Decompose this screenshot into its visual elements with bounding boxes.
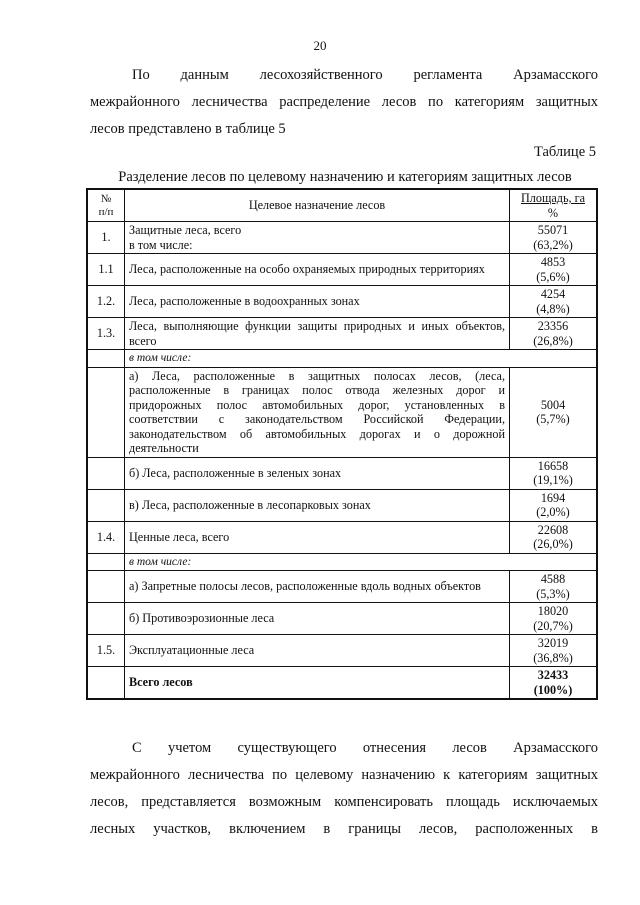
table-subheader-row (87, 553, 597, 571)
row-area-cell (510, 318, 598, 350)
row-area-percent: (5,3%) (536, 586, 570, 601)
row-number-cell: 1.1 (87, 254, 125, 286)
row-area-value: 4254 (540, 287, 566, 301)
table-row (87, 457, 597, 489)
conclusion-line: С учетом существующего отнесения лесов Арзамасского (132, 740, 598, 756)
table-row (87, 318, 597, 350)
table-row (87, 603, 597, 635)
row-description-cell (125, 571, 510, 603)
table-header-row (87, 189, 597, 222)
intro-line: лесов представлено в таблице 5 (90, 121, 286, 137)
row-description-cell (125, 521, 510, 553)
table-row (87, 222, 597, 254)
table-row (87, 286, 597, 318)
row-description-cell (125, 286, 510, 318)
row-description-cell (125, 222, 510, 254)
row-area-percent: (5,6%) (536, 269, 570, 284)
row-description: а) Запретные полосы лесов, расположенные вдоль водных объектов (129, 579, 481, 594)
row-area-value: 4853 (540, 255, 566, 269)
conclusion-line: лесов, представляется возможным компенсировать площадь исключаемых (90, 794, 598, 810)
row-number-cell (87, 571, 125, 603)
row-number-cell (87, 603, 125, 635)
row-description: а) Леса, расположенные в защитных полосах лесов, (леса, расположенные в границах полос отвода железных дорог и придорожных полос автомобильных дорог, установленных в соответствии с законодательством Российской Федерации, законодательством об автомобильных дорогах и о дорожной деятельности (129, 368, 505, 455)
row-description: Защитные леса, всего (129, 223, 242, 237)
table-row (87, 254, 597, 286)
row-area-value: 32019 (537, 636, 569, 650)
row-area-value: 55071 (537, 223, 569, 237)
row-description-cell (125, 457, 510, 489)
row-number-cell (87, 553, 125, 571)
row-area-percent: (63,2%) (533, 237, 573, 252)
intro-line: межрайонного лесничества распределение лесов по категориям защитных (90, 94, 598, 110)
row-area-percent: (26,8%) (533, 333, 573, 348)
header-num (87, 189, 125, 222)
row-area-percent: (4,8%) (536, 301, 570, 316)
row-area-value: 18020 (537, 604, 569, 618)
row-number-cell: 1.2. (87, 286, 125, 318)
table-body (87, 222, 597, 700)
row-area-value: 23356 (537, 319, 569, 333)
row-number-cell (87, 350, 125, 368)
row-description-cell (125, 603, 510, 635)
intro-line: По данным лесохозяйственного регламента Арзамасского (132, 67, 598, 83)
row-number-cell: 1.3. (87, 318, 125, 350)
header-area-label: Площадь, га (520, 191, 586, 205)
row-description: Леса, расположенные в водоохранных зонах (129, 294, 360, 309)
row-area-percent: (5,7%) (536, 412, 570, 426)
header-purpose: Целевое назначение лесов (125, 189, 510, 222)
forest-category-table (86, 188, 598, 700)
row-area-value: 16658 (537, 458, 569, 473)
row-area-value: 32433 (537, 668, 569, 682)
row-number-cell: 1.5. (87, 635, 125, 667)
row-description-note: в том числе: (129, 237, 193, 252)
table-row (87, 571, 597, 603)
row-area-cell (510, 457, 598, 489)
row-number-cell (87, 367, 125, 457)
row-area-cell (510, 367, 598, 457)
row-area-cell (510, 489, 598, 521)
row-area-percent: (36,8%) (533, 650, 573, 665)
row-area-percent: (26,0%) (533, 537, 573, 551)
row-description-cell (125, 367, 510, 457)
row-area-cell (510, 254, 598, 286)
header-area-sub: % (547, 205, 559, 220)
row-area-value: 1694 (540, 490, 566, 505)
row-area-cell (510, 521, 598, 553)
row-description-cell (125, 489, 510, 521)
row-description-cell (125, 667, 510, 700)
table-caption: Разделение лесов по целевому назначению и категориям защитных лесов (118, 169, 572, 185)
table-row (87, 635, 597, 667)
table-subheader-row (87, 350, 597, 368)
header-num-sub: п/п (98, 205, 114, 218)
row-area-value: 22608 (537, 522, 569, 537)
subheader-label: в том числе: (125, 350, 598, 368)
row-area-percent: (19,1%) (533, 473, 573, 487)
row-description-cell (125, 318, 510, 350)
row-number-cell: 1. (87, 222, 125, 254)
table-row (87, 667, 597, 700)
row-number-cell: 1.4. (87, 521, 125, 553)
row-area-cell (510, 667, 598, 700)
row-description-cell (125, 254, 510, 286)
row-description: б) Леса, расположенные в зеленых зонах (129, 465, 342, 480)
table-label: Таблице 5 (533, 144, 596, 160)
table-row (87, 367, 597, 457)
row-area-cell (510, 635, 598, 667)
subheader-label: в том числе: (125, 553, 598, 571)
row-number-cell (87, 489, 125, 521)
header-num-label: № (100, 192, 112, 205)
row-description: в) Леса, расположенные в лесопарковых зонах (129, 497, 371, 512)
conclusion-paragraph (90, 735, 598, 843)
row-area-cell (510, 571, 598, 603)
row-number-cell (87, 457, 125, 489)
row-description: Леса, выполняющие функции защиты природных и иных объектов, всего (129, 319, 505, 348)
header-area (510, 189, 598, 222)
row-area-cell (510, 286, 598, 318)
row-description: б) Противоэрозионные леса (129, 611, 275, 626)
row-description: Всего лесов (129, 675, 193, 690)
page-number: 20 (313, 38, 327, 53)
table-row (87, 521, 597, 553)
row-number-cell (87, 667, 125, 700)
row-description-cell (125, 635, 510, 667)
row-area-value: 5004 (540, 397, 566, 412)
row-description: Эксплуатационные леса (129, 643, 255, 658)
row-description: Леса, расположенные на особо охраняемых природных территориях (129, 262, 485, 277)
row-description: Ценные леса, всего (129, 529, 230, 544)
row-area-percent: (20,7%) (533, 618, 573, 633)
conclusion-line: лесных участков, включением в границы лесов, расположенных в (90, 821, 598, 837)
row-area-percent: (2,0%) (536, 505, 570, 519)
row-area-value: 4588 (540, 572, 566, 586)
row-area-cell (510, 603, 598, 635)
intro-paragraph (90, 62, 598, 143)
row-area-cell (510, 222, 598, 254)
table-row (87, 489, 597, 521)
row-area-percent: (100%) (533, 682, 573, 697)
conclusion-line: межрайонного лесничества по целевому назначению к категориям защитных (90, 767, 598, 783)
